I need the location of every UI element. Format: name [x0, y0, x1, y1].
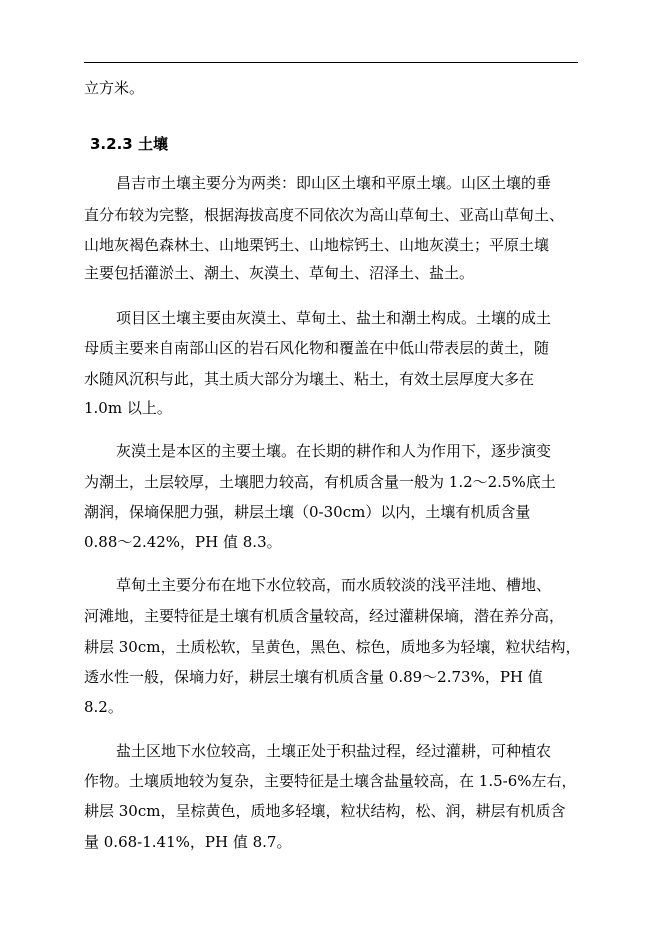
paragraph-line: 8.2。	[84, 698, 123, 716]
paragraph-line: 作物。土壤质地较为复杂，主要特征是土壤含盐量较高，在 1.5-6%左右，	[84, 772, 577, 790]
paragraph-line: 草甸土主要分布在地下水位较高，而水质较淡的浅平洼地、槽地、	[116, 576, 552, 594]
paragraph-line: 耕层 30cm，土质松软，呈黄色，黑色、棕色，质地多为轻壤，粒状结构，	[84, 638, 581, 656]
paragraph-line: 母质主要来自南部山区的岩石风化物和覆盖在中低山带表层的黄土，随	[84, 339, 550, 357]
paragraph-line: 耕层 30cm，呈棕黄色，质地多轻壤，粒状结构，松、润，耕层有机质含	[84, 802, 566, 820]
paragraph-line: 河滩地，主要特征是土壤有机质含量较高，经过灌耕保墒，潜在养分高，	[84, 607, 565, 625]
paragraph-line: 透水性一般，保墒力好，耕层土壤有机质含量 0.89～2.73%，PH 值	[84, 668, 543, 686]
paragraph-line: 主要包括灌淤土、潮土、灰漠土、草甸土、沼泽土、盐土。	[84, 264, 475, 282]
paragraph-line: 项目区土壤主要由灰漠土、草甸土、盐土和潮土构成。土壤的成土	[116, 309, 552, 327]
section-number: 3.2.3	[90, 135, 133, 153]
paragraph-line: 灰漠土是本区的主要土壤。在长期的耕作和人为作用下，逐步演变	[116, 442, 552, 460]
paragraph-line: 1.0m 以上。	[84, 399, 172, 417]
paragraph-line: 山地灰褐色森林土、山地栗钙土、山地棕钙土、山地灰漠土；平原土壤	[84, 236, 550, 254]
paragraph-line: 量 0.68-1.41%，PH 值 8.7。	[84, 833, 292, 851]
paragraph-line: 0.88～2.42%，PH 值 8.3。	[84, 533, 282, 551]
paragraph-line: 直分布较为完整，根据海拔高度不同依次为高山草甸土、亚高山草甸土、	[84, 206, 565, 224]
paragraph-line: 昌吉市土壤主要分为两类：即山区土壤和平原土壤。山区土壤的垂	[116, 174, 552, 192]
lead-line: 立方米。	[84, 79, 145, 97]
header-rule	[84, 62, 578, 63]
section-heading	[90, 134, 168, 154]
paragraph-line: 水随风沉积与此，其土质大部分为壤土、粘土，有效土层厚度大多在	[84, 370, 535, 388]
paragraph-line: 潮润，保墒保肥力强，耕层土壤（0-30cm）以内，土壤有机质含量	[84, 503, 531, 521]
paragraph-line: 盐土区地下水位较高，土壤正处于积盐过程，经过灌耕，可种植农	[116, 742, 552, 760]
section-title: 土壤	[138, 135, 169, 153]
paragraph-line: 为潮土，土层较厚，土壤肥力较高，有机质含量一般为 1.2～2.5%底土	[84, 473, 556, 491]
